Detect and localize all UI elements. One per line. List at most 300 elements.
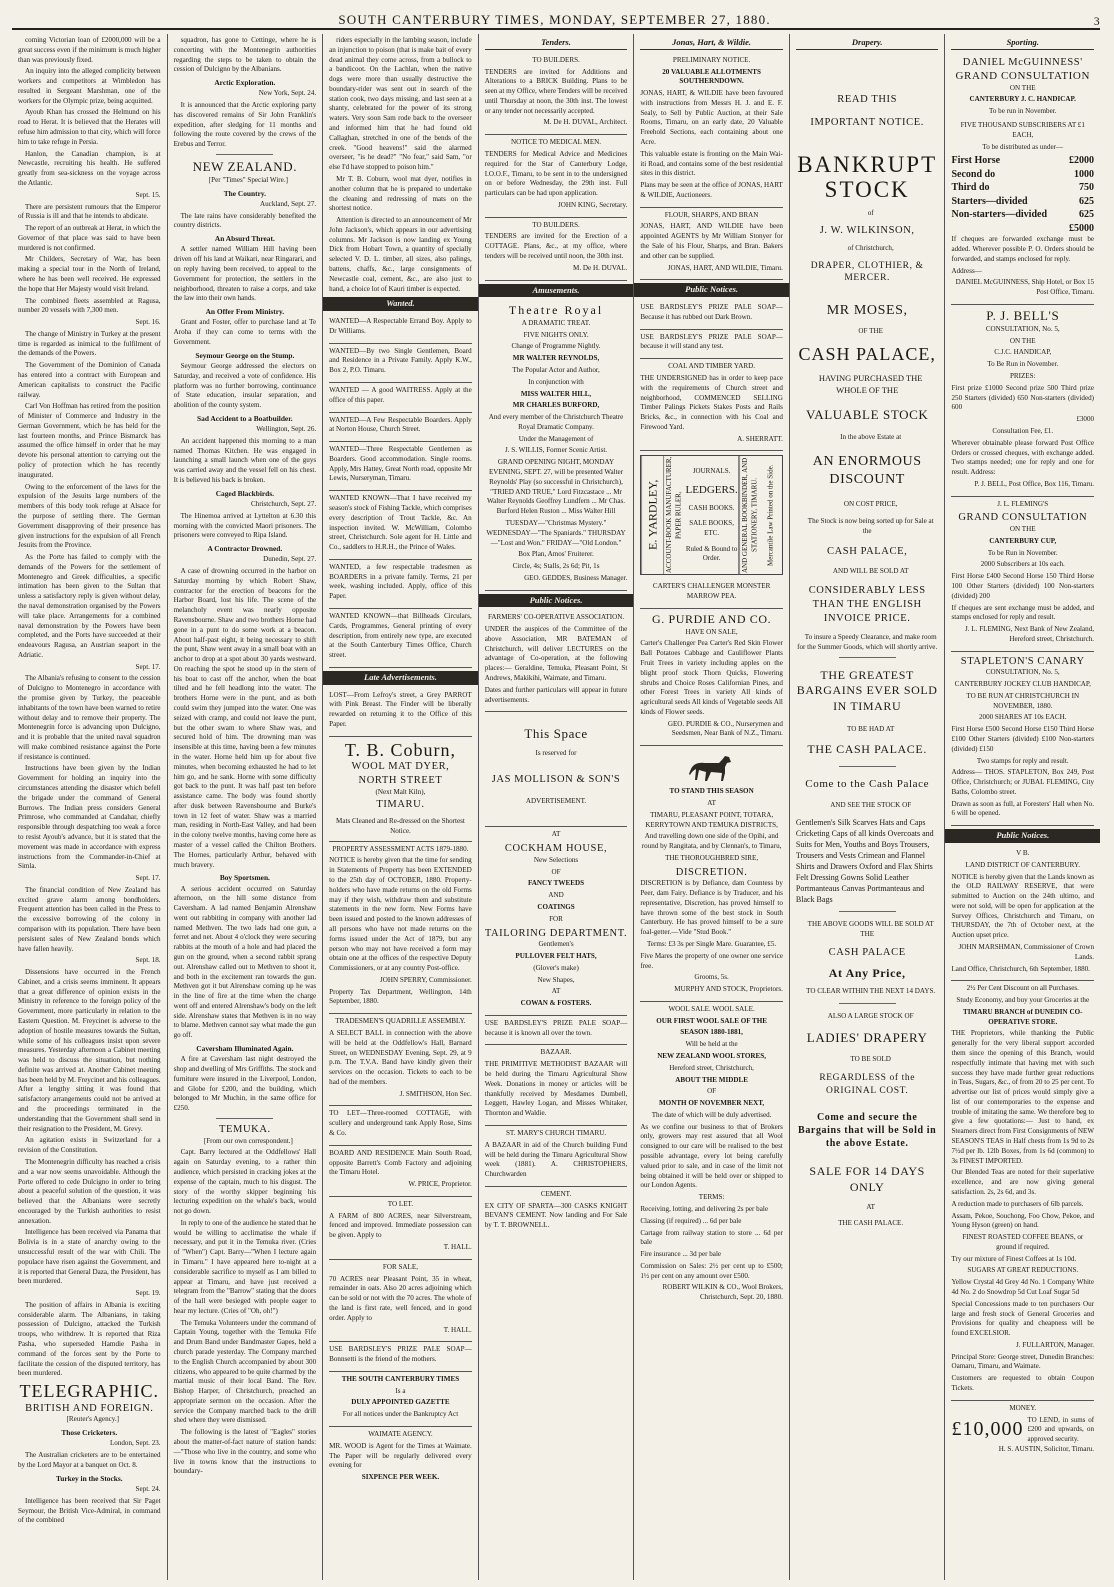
ad-text: THE UNDERSIGNED has in order to keep pace with the requirements of Church street and neighborhood, COMMENCED SELLING Timber Palings Pickets Stakes Posts and Rails Bricks, &c., in connection with his Coal and Firewood Yard. [640,373,783,431]
ad-line: JOURNALS. [692,466,731,475]
horse-icon [687,753,737,783]
prize-row [951,208,1094,222]
ad-line: Two stamps for reply and result. [976,756,1069,765]
ad-title: TO BUILDERS. [532,55,580,64]
theatre-ad [485,300,628,590]
ad-text: Special Concessions made to ten purchasers Our large and fresh stock of General Groceries and Provisions for quality and cheapness will be found EXCELSIOR. [951,1299,1095,1338]
masthead [12,6,1100,30]
cement-ad [485,1187,628,1237]
dateline: Sept. 17. [135,874,161,883]
ad-line: Mercantile Law Printed on the Side. [766,464,775,567]
dateline: London, Sept. 23. [109,1439,161,1448]
ad-text: LOST—From Lefroy's street, a Grey PARROT with Pink Breast. The Finder will be liberally rewarded on returning it to the Office of this Paper. [329,690,472,728]
article-text: coming Victorian loan of £2000,000 will be a great success even if the minimum is much higher than was previously fixed. [18,36,161,64]
ad-text: Principal Store: George street, Dunedin Branches: Oamaru, Timaru, and Waimate. [951,1352,1095,1371]
ad-sign: JOHN SPERRY, Commissioner. [380,975,472,984]
ad-text: A BAZAAR in aid of the Church building Fund will be held during the Timaru Agricultural Show week (1881). A. CHRISTOPHERS, Churchwarden [484,1140,628,1179]
news-heading: Sad Accident to a Boatbuilder. [197,413,293,423]
ad-line: READ THIS [837,93,898,105]
ad-line: Under the Management of [518,434,594,443]
section-heading-telegraphic: TELEGRAPHIC. [19,1381,160,1402]
classified-ad [640,579,783,609]
ad-sign: M. De H. DUVAL. [573,263,628,272]
column-1 [12,34,168,1580]
article-text: Dissensions have occurred in the French Cabinet, and a crisis seems imminent. It appears that a great difference of opinion exists in the Ministry in reference to the foreign policy of the Government, more particularly in relation to the Eastern Question. M. Freycinet is adverse to the adoption of hostile measures towards the Sultan, while some of his colleagues insist upon severe measures. Yesterday afternoon a Cabinet meeting was held to discuss the situation, but nothing definite was arrived at. Another Cabinet meeting has been held by M. Freycinet and his colleagues. After a lengthy sitting it was found that satisfactory arrangements could not be arrived at and the proceedings terminated in the understanding that the Government shall send in their resignation to the President, M. Grevy. [18,968,161,1133]
stapleton-consultation-ad [951,652,1094,827]
quadrille-ad [329,1014,472,1106]
ad-text: UNDER the auspices of the Committee of the above Association, MR BATEMAN of Christchurch, will deliver LECTURES on the advantage of Co-operation, at the following places:— Geraldine, Temuka, Pleasant Point, St Andrews, Makikihi, Waimate, and Timaru. [484,625,628,683]
ad-text: DISCRETION is by Defiance, dam Countess by Peer, dam Fairy. Defiance is by Traducer, and his representative, Discretion, has proved himself to have thrown some of the best stock in South Canterbury. He has proved himself to be a sure foal-getter.—Vide "Stud Book." [640,879,783,937]
article-text: Grant and Foster, offer to purchase land at Te Aroha if they can come to terms with the Government. [173,318,317,346]
ad-title: STAPLETON'S CANARY [960,655,1085,667]
article-text: An accident happened this morning to a man named Thomas Kitchen. He was engaged in launching a small launch when one of the guys was carried away and the vessel fell on his chest. It is believed his back is broken. [173,436,317,484]
ad-title: TIMARU BRANCH of DUNEDIN CO-OPERATIVE STORE. [963,1007,1083,1026]
ad-line: AT [551,830,561,839]
ad-title: TO LET. [387,1199,414,1208]
ad-text: Customers are requested to obtain Coupon Tickets. [951,1374,1095,1393]
ad-line: Consultation Fee, £1. [992,426,1054,435]
ad-text: USE BARDSLEY'S PRIZE PALE SOAP—Because it has rubbed out Dark Brown. [640,303,783,321]
ad-line: OF [707,1087,717,1096]
ad-text: If cheques are sent exchange must be added, and stamps enclosed for reply and result. [951,603,1095,622]
ad-sign: JOHN KING, Secretary. [558,200,628,209]
ad-text: Commission on Sales: 2½ per cent up to £500; 1½ per cent on any amount over £500. [640,1261,783,1280]
column-3 [323,34,479,1580]
ad-title: PROPERTY ASSESSMENT ACTS 1879-1880. [332,844,469,853]
article-text: Intelligence has been received via Panama that Bolivia is in a state of anarchy owing to the unsuccessful result of the war with Chili. The populace have risen against the Government, and it is reported that General Daza, the President, has been murdered. [18,1228,161,1286]
page-number: 3 [1093,16,1100,28]
dateline: New York, Sept. 24. [258,89,317,98]
ad-text: TUESDAY—"Christmas Mystery." WEDNESDAY—"The Spaniards." THURSDAY—"Lost and Won." FRIDAY—"Old London." [486,518,626,547]
ad-line: To be run in November. [989,107,1057,116]
ad-text: WANTED KNOWN—that Billheads Circulars, Cards, Programmes, General printing of every description, from entirely new type, are executed at the South Canterbury Times Office, Church street. [329,612,472,660]
prize-value: 625 [1079,209,1095,221]
prize-row [951,181,1094,195]
ad-text: If cheques are forwarded exchange must be added. Wherever possible P. O. Orders should be forwarded, and stamps enclosed for reply. [951,235,1095,263]
column-7 [945,34,1100,1580]
ad-line: ON THE [1009,525,1036,534]
classified-ad [329,688,472,737]
money-ad [951,1401,1094,1461]
masthead-title: SOUTH CANTERBURY TIMES, MONDAY, SEPTEMBER 27, 1880. [338,12,771,27]
ad-line: MR WALTER REYNOLDS, [512,354,600,363]
ad-line: 20 VALUABLE ALLOTMENTS SOUTHERNDOWN. [662,67,761,86]
ad-sign: J. FULLARTON, Manager. [1015,1340,1095,1349]
ad-line: TIMARU. [376,798,425,810]
ad-line: FINEST ROASTED COFFEE BEANS, or ground if required. [962,1233,1084,1251]
article-text: A case of drowning occurred in the harbor on Saturday morning by which Robert Shaw, contractor for the erection of beacons for the Harbor Board, lost his life. The scene of the melancholy event was nearly opposite Ravensbourne. Shaw and two brothers Horne had gone in a punt to do some work at a beacon. About half-past eight, it being necessary to shift the punt, Shaw went away in a small boat with an anchor to drop at a spot about 30 yards westward. On reaching the spot he stood up in the stern of his boat to cast off the anchor, when the boat tilted and he fell headlong into the water. The brothers Horne were in the punt, and as both could swim they jumped into the water. One was seized with cramp, and could not leave the punt, but the other swam to where Shaw was, and secured hold of him. The drowning man was insensible at this time, having been a few minutes in the water. Horne held him up for about five minutes, when becoming exhausted he had to let him go, and he sank. Horne with some difficulty got back to the punt. It was half past ten before assistance came. The body was found shortly after dusk between Ravensbourne and Burke's town in 12 feet of water. Shaw was a married man, residing in North-East Valley, and had been in the colony twelve months, having come here as master of a vessel called the Chilton Brothers. The Hornes, particularly Arthur, behaved with much bravery. [173,567,317,869]
divider [839,1003,896,1004]
news-heading: A Contractor Drowned. [207,544,283,554]
flour-ad [640,208,783,281]
ad-line: SALE BOOKS, ETC. [689,519,734,538]
ad-line: And travelling down one side of the Opihi, and round by Rangitata, and by Clennan's, to Timaru, [641,832,782,851]
ad-line: CANTERBURY JOCKEY CLUB HANDICAP, [954,680,1091,689]
ad-line: TO CLEAR WITHIN THE NEXT 14 DAYS. [806,987,936,996]
article-text: Hanlon, the Canadian champion, is at Newcastle, recruiting his health. He suffered greatly from sea-sickness on the voyage across the Atlantic. [18,149,161,187]
ad-title: COCKHAM HOUSE, [504,843,608,855]
ad-title: Theatre Royal [508,303,604,318]
article-text: Mr Childers, Secretary of War, has been making a special tour in the North of Ireland, where he has been well received. He expressed the hope that Her Majesty would visit Ireland. [18,255,161,293]
cockham-house-ad [485,827,628,1015]
coal-timber-ad [640,359,783,451]
tender-ad [485,53,628,135]
ad-text: Receiving, lotting, and delivering 2s per bale [640,1204,768,1213]
ad-line: Mats Cleaned and Re-dressed on the Shortest Notice. [336,817,465,835]
ad-title: FARMERS' CO-OPERATIVE ASSOCIATION. [487,613,625,622]
prize-value: 625 [1079,195,1095,207]
ad-line: AND SEE THE STOCK OF [830,801,912,810]
ad-line: J. S. WILLIS, Former Scenic Artist. [504,446,608,455]
ad-text: TENDERS are invited for the Erection of a COTTAGE. Plans, &c., at my office, where tenders will be received until noon, the 30th inst. [484,232,628,260]
article-text: An agitation exists in Switzerland for a revision of the Constitution. [18,1136,161,1155]
ad-title: T. B. Coburn, [344,739,457,760]
ad-line: ON THE [1009,336,1036,345]
article-text: The combined fleets assembled at Ragusa, number 20 vessels with 7,300 men. [18,296,161,315]
ad-line: Study Economy, and buy your Groceries at the [956,996,1090,1005]
ad-line: 2½ Per Cent Discount on all Purchases. [966,984,1079,993]
divider [839,766,896,767]
classified-ad [329,344,472,383]
ad-text: TENDERS for Medical Advice and Medicines required for the Star of Canterbury Lodge, I.O.O.F., Timaru, to be sent in to the undersigned on or before Wednesday, the 29th inst. Full particulars can be had upon application. [484,149,628,198]
ad-title: FLOUR, SHARPS, AND BRAN [664,210,759,219]
article-text: The report of an outbreak at Herat, in which the Governor of that place was said to have been murdered is not confirmed. [18,224,161,252]
land-notice [951,846,1094,981]
article-text: The Temuka Volunteers under the command of Captain Young, together with the Temuka Fife and Drum Band under Bandmaster Gapes, held a church parade yesterday. The Company marched to the English Church accompanied by about 300 citizens, who appeared to be quite charmed by the martial music of their local Band. The Rev. Bishop Harper, of Christchurch, preached an appropriate sermon on the occasion. After the service the Company marched back to the drill shed where they were dismissed. [173,1318,317,1425]
article-text: riders especially in the lambing season, include an injunction to poison (that is make bait of every dead animal they come across, from a bullock to a bandicoot. On the Lachlan, when the native dogs were more than usually destructive the boundary-rider was sent out in search of the station cook, two days missing, and last seen at a shanty, celebrated for the power of its strong waters. Very soon Sam rode back to the overseer and informed him that he had found old Callaghan, stretched in one of the bends of the creek. "Good heavens!" said the alarmed overseer, "is he dead?" "No fear," said Sam, "or else I'd have stopped to poison him." [329,36,472,172]
classified-ad [329,383,472,413]
ad-text: Wherever obtainable please forward Post Office Orders or crossed cheques, with exchange added. Two stamps needed; one for reply and one for result. Address: [951,438,1095,477]
column-2 [168,34,324,1580]
ad-sign: M. De H. DUVAL, Architect. [543,118,628,127]
ad-text: WANTED—Three Respectable Gentlemen as Boarders. Good accommodation. Single rooms. Apply, Mrs Hattey, Great North road, opposite Mr Lewis, Nurseryman, Timaru. [329,445,472,483]
ad-text: GRAND OPENING NIGHT, MONDAY EVENING, SEPT. 27, will be presented Walter Reynolds' Play (so successful in Christchurch), "TRIED AND TRUE," Lord Fitzcastace ... Mr Walter Reynolds Geoffrey Lundfern ... Mr Chas. Burford Helen Ruston ... Miss Walter Hill [487,458,626,516]
dateline: Sept. 19. [135,1289,161,1298]
section-heading-tenders: Tenders. [485,37,628,50]
ad-line: Ruled & Bound to Order. [685,544,738,563]
ad-line: J. W. WILKINSON, [819,225,915,237]
ad-line: OF THE [858,326,883,335]
ad-text: BOARD AND RESIDENCE Main South Road, opposite Barrett's Comb Factory and adjoining the Timaru Hotel. [329,1148,472,1177]
church-bazaar-ad [485,1126,628,1187]
ad-text: Assam, Pekoe, Souchong, Foo Chow, Pekoe, and Young Hyson (green) on hand. [951,1211,1095,1230]
property-notice [329,842,472,1015]
allotments-ad [640,53,783,208]
ad-title: G. PURDIE AND CO. [651,612,772,626]
ad-line: Box Plan, Amos' Fruiterer. [518,550,594,559]
ad-title: WOOL SALE. WOOL SALE. [668,1004,755,1013]
ad-line: FIVE NIGHTS ONLY. [523,330,589,339]
ad-line: ADVERTISEMENT. [525,796,587,805]
article-text: Ayoub Khan has crossed the Helmund on his road to Herat. It is believed that the Herates will refuse him admission to that city, which will force him to take refuge in Persia. [18,108,161,146]
classified-ad [329,560,472,609]
waimate-agency [329,1427,472,1489]
column-4 [479,34,635,1580]
ad-text: USE BARDSLEY'S PRIZE PALE SOAP—Bonnsetti is the friend of the mothers. [329,1345,472,1364]
section-heading-jhw: Jonas, Hart, & Wildie. [640,37,783,50]
ad-title: TRADESMEN'S QUADRILLE ASSEMBLY. [335,1017,466,1026]
agency-credit: [Reuter's Agency.] [66,1415,119,1424]
ad-line: NORTH STREET [358,775,443,787]
dateline: Dunedin, Sept. 27. [263,555,317,564]
ad-line: The Popular Actor and Author, [512,366,600,374]
news-heading: Turkey in the Stocks. [55,1473,123,1483]
article-text: The Australian cricketers are to be entertained by the Lord Mayor at a banquet on Oct. 8. [18,1451,161,1470]
ad-line: Come and secure the Bargains that will be Sold in the above Estate. [798,1112,937,1150]
ad-line: FIVE THOUSAND SUBSCRIBERS AT £1 EACH, [960,121,1085,139]
section-bar-public-notices: Public Notices. [945,829,1100,843]
ad-text: Land Office, Christchurch, 6th September, 1880. [951,964,1090,973]
article-text: As the Porte has failed to comply with the demands of the Powers for the settlement of Montenegro and Greek difficulties, a specific intimation has been given to the Sultan that unless a satisfactory reply is given without delay, the naval demonstration organised by the Powers will take place. Arrangements for a combined naval demonstration by the Powers have been completed, and the Ports have succeeded at their endeavours Ragusa, an Austrian seaport in the Adriatic. [18,553,161,659]
bell-consultation-ad [951,305,1094,497]
article-text: The change of Ministry in Turkey at the present time is regarded as inimical to the fulfilment of the demands of the Powers. [18,329,161,358]
ad-line: MR CHARLES BURFORD, [512,401,600,410]
ad-text: Address— THOS. STAPLETON, Box 249, Post Office, Christchurch; or JUBAL FLEMING, City Baths, Colombo street. [951,768,1095,796]
ad-text: THE Proprietors, while thanking the Public generally for the very liberal support accorded them since the opening of this Branch, would respectfully intimate that having met with such success they have made further great reductions in Teas, Sugars, &c., of from 20 to 25 per cent. To advertise our list of prices would simply give a list of our contemporaries to the expense and trouble of imitating the same. We therefore beg to give a few quotations:— Just to hand, ex Steamers direct from First Consignments of NEW SEASON'S TEAS in Half chests from 1s 9d to 2s 7½d per lb. 12lb Boxes, from 1s 6d (common) to 3s FINEST IMPORTED. [951,1029,1095,1165]
ad-line: C.J.C. HANDICAP, [994,348,1052,357]
ad-line: CANTERBURY CUP, [989,536,1057,545]
news-heading: Those Cricketers. [61,1428,118,1438]
ad-line: Circle, 4s; Stalls, 2s 6d; Pit, 1s [512,562,600,571]
section-bar-public-notices: Public Notices. [634,283,789,297]
ad-line: ON COST PRICE, [843,499,898,508]
ad-line: OF [551,867,561,876]
prize-total-value: £5000 [1069,222,1095,234]
ad-text: JONAS, HART, & WILDIE have been favoured with instructions from Messrs H. J. and E. F. Sealy, to Sell by Public Auction, at their Sale Rooms, Timaru, on an early date, 20 Valuable Freehold Sections, each containing about one Acre. [640,89,783,146]
ad-title: CASH PALACE, [798,344,936,365]
ad-line: SUGARS AT GREAT REDUCTIONS. [967,1266,1079,1275]
prize-value: 1000 [1074,168,1095,180]
classified-ad [640,300,783,330]
ad-text: Gentlemen's Silk Scarves Hats and Caps Cricketing Caps of all kinds Overcoats and Suits for Men, Youths and Boys Trousers, Trousers and Vests Crimean and Flannel Shirts and Drawers Oxford and Flax Shirts Felt Dressing Gowns Solid Leather Portmanteaus Canvas Portmanteaus and Black Bags [795,818,934,905]
prize-list [951,154,1094,222]
ad-line: SALE FOR 14 DAYS ONLY [809,1164,925,1194]
ad-line: Change of Programme Nightly. [511,342,601,351]
ad-line: DRAPER, CLOTHIER, & MERCER. [810,260,924,284]
ad-title: COAL AND TIMBER YARD. [668,362,756,371]
ad-amount: £10,000 [951,1418,1024,1441]
ad-text: Five Mares the property of one owner one service free. [640,951,783,970]
prize-label: Non-starters—divided [951,209,1048,221]
news-heading: The Country. [223,188,267,198]
correspondent-credit: [From our own correspondent.] [203,1136,293,1145]
section-heading-temuka: TEMUKA. [218,1123,271,1135]
section-bar-wanted: Wanted. [323,297,478,311]
divider [216,1118,273,1119]
ad-text: A FARM of 800 ACRES, near Silverstream, fenced and improved. Immediate possession can be given. Apply to [329,1211,472,1240]
ad-line: SEASON 1880-1881, [680,1028,743,1037]
ad-title: This Space [524,726,588,742]
ad-title: WAIMATE AGENCY. [368,1429,433,1438]
ad-text: Drawn as soon as full, at Foresters' Hall when No. 6 will be opened. [951,799,1095,818]
column-5 [634,34,790,1580]
ad-text: Try our mixture of Finest Coffees at 1s 10d. [951,1254,1077,1263]
article-text: A serious accident occurred on Saturday afternoon, on the hill some distance from Caversham. A lad named Benjamin Alrenshaw went out rabbiting in company with another lad named Methven. The two lads had one gun, a ferret and net. About 4 o'clock they were securing rabbits at the mouth of a hole and had placed the gun on the ground, when a second rabbit sprang out. Alrenshaw called out to Methven to shoot it, and both in the excitement ran towards the gun. Methven got it but Alrenshaw coming up he was in the line of fire at the time when the charge went off and entered Alrenshaw's body on the left side. Alrenshaw states that Methven is in no way to blame. Methven cannot say what made the gun go off. [173,884,317,1040]
ad-title: MONEY. [1009,1403,1037,1412]
section-subheading: BRITISH AND FOREIGN. [25,1402,154,1414]
article-text: Mr T. B. Coburn, wool mat dyer, notifies in another column that he is prepared to undertake the cleaning and redressing of mats on the shortest notice. [329,174,472,213]
article-text: Instructions have been given by the Indian Government for holding an inquiry into the circumstances attending the disaster which befell the brigade under the command of General Burrows. The Indian press considers General Primrose, who commanded at Candahar, chiefly responsible through despatching too weak a force to resist Ayoub's advance, but it is stated that the movement was made in accordance with express instructions from the Commander-in-Chief at Simla. [18,764,161,871]
article-text: The position of affairs in Albania is exciting considerable alarm. The Albanians, in taking possession of Dulcigno, attacked the Turkish troops, who withdrew. It is reported that Riza Pasha, who superseded Hamdie Pasha in command of the forces sent by the Porte to facilitate the cession of the disputed territory, has been murdered. [18,1300,161,1378]
ad-text: As we confine our business to that of Brokers only, growers may rest assured that all Wool consigned to our care will be realised to the best possible advantage, every lot being carefully valued prior to sale, and in case of the limit not being obtained it will be held over or shipped to our London Agents. [640,1122,783,1190]
ad-text: Cartage from railway station to store ... 6d per bale [640,1228,783,1247]
ad-text: Address— [951,266,982,275]
ad-line: IMPORTANT NOTICE. [810,117,924,129]
wool-sale-ad [640,1002,783,1309]
ad-text: First prize £1000 Second prize 500 Third prize 250 Starters (divided) 650 Non-starters (divided) 600 [951,383,1095,412]
ad-line: (Glover's make) [533,963,579,972]
prize-row [951,154,1094,168]
article-text: The Hinemoa arrived at Lyttelton at 6.30 this morning with the convicted Maori prisoners. The prisoners were conveyed to Ripa Island. [173,511,317,540]
ad-line: SIXPENCE PER WEEK. [361,1473,440,1482]
ad-line: PULLOVER FELT HATS, [515,952,597,960]
article-text: A fire at Caversham last night destroyed the shop and dwelling of Mrs Griffiths. The stock and furniture were insured in the Liverpool, London, and Globe for £200, and the building, which belonged to Mr Muchin, in the same office for £250. [173,1055,317,1113]
ad-text: WANTED, a few respectable tradesmen as BOARDERS in a private family. Terms, 21 per week, washing included. Apply, office of this Paper. [329,562,472,601]
ad-sign: GEO. GEDDES, Business Manager. [524,573,628,582]
ad-line: FANCY TWEEDS [528,879,585,888]
news-heading: Caged Blackbirds. [215,488,275,498]
ad-line: PRIZES: [1009,372,1036,381]
ad-title: CARTER'S CHALLENGER MONSTER MARROW PEA. [652,582,771,601]
yardley-books-panel [685,456,738,574]
ad-line: In conjunction with [528,377,584,386]
prize-row [951,168,1094,182]
ad-line: A DRAMATIC TREAT. [521,318,591,327]
ad-title: TO BUILDERS. [532,220,580,229]
ad-sign: DANIEL McGUINNESS, Ship Hotel, or Box 15 Post Office, Timaru. [955,278,1095,297]
article-text: The financial condition of New Zealand has excited grave alarm among bondholders. Frequent attention has been called in the Press to the excessive borrowing of the colony in comparison with its population. There have been persistent sales of New Zealand bonds which have fallen heavily. [18,885,161,953]
bazaar-ad [485,1045,628,1125]
ad-line: THE CASH PALACE. [807,742,927,757]
dateline: Auckland, Sept. 27. [260,199,317,208]
tender-ad [485,135,628,217]
article-text: Capt. Barry lectured at the Oddfellows' Hall again on Saturday evening, to a rather thin audience, which persisted in cracking jokes at the expense of the captain, much to his disgust. The story of the worthy skipper beginning his lecturing expedition on the whale's back, would not go down. [173,1148,317,1216]
ad-line: AT [551,987,561,996]
ad-line: J. L. FLEMING'S [997,499,1049,508]
divider [839,911,896,912]
ad-line: FOR [549,914,563,923]
news-heading: Arctic Exploration. [214,78,276,88]
divider [839,657,896,658]
ad-line: ACCOUNT-BOOK MANUFACTURER, PAPER RULER, [663,456,685,574]
ad-line: New Selections [533,855,579,864]
ad-line: NEW ZEALAND WOOL STORES, [657,1052,766,1061]
ad-line: TAILORING DEPARTMENT. [484,927,628,939]
ad-title: BANKRUPT [797,152,938,177]
ad-line: CASH PALACE, [827,545,908,557]
ad-line: To Be Run in November. [987,360,1059,369]
ad-text: A SELECT BALL in connection with the above will be held at the Oddfellow's Hall, Barnard Street, on WEDNESDAY Evening, Sept. 29, at 9 p.m. The T.V.A. Band have kindly given their services on the occasion. Tickets to each to be had of the members. [329,1028,472,1086]
yardley-ad [640,455,783,575]
ad-text: A reduction made to purchasers of 6lb parcels. [951,1199,1084,1208]
ad-line: DULY APPOINTED GAZETTE [351,1398,450,1407]
article-text: The Albania's refusing to consent to the cession of Dulcigno to Montenegro in accordance with the promise given by Turkey, the peaceable inhabitants of the town have been warned to retire without delay and to remove their property. The Montenegrin force is advancing upon Dulcigno, and it is probable that the united naval squadron will make combined resistance against the Porte if resistance is continued. [18,674,161,761]
reserved-space-ad [485,712,628,827]
ad-line: £3000 [1076,415,1095,424]
ad-line: MONTH OF NOVEMBER NEXT, [658,1099,765,1108]
ad-line: DISCRETION. [675,866,748,878]
ad-text: First Horse £400 Second Horse 150 Third Horse 100 Other Starters (divided) 100 Non-starters (divided) 200 [951,572,1095,600]
ad-text: Carter's Challenger Pea Carter's Red Skin Flower Ball Potatoes Cabbage and Cauliflower Plants Fruit Trees in variety including apples on the blight proof stock Thorn Quicks, Flowering shrubs and Choice Roses Californian Pines, and other Forest Trees in variety All kinds of agricultural seeds All kinds of Vegetable seeds All kinds of Flower seeds. [640,639,783,716]
ad-line: AND GENERAL BOOKBINDER, AND STATIONERY, TIMARU. [739,456,761,574]
ad-sign: W. PRICE, Proprietor. [408,1180,472,1189]
ad-line: For all notices under the Bankruptcy Act [342,1410,459,1419]
ad-line: Is reserved for [535,749,577,758]
ad-line: (Next Malt Kiln), [375,787,426,796]
ad-sign: MURPHY AND STOCK, Proprietors. [674,985,783,994]
ad-line: COATINGS [537,903,575,912]
section-heading-drapery: Drapery. [796,37,939,50]
ad-line: CONSIDERABLY LESS THAN THE ENGLISH INVOICE PRICE. [808,585,926,624]
ad-line: AN ENORMOUS DISCOUNT [812,454,922,488]
ad-line: To insure a Speedy Clearance, and make room for the Summer Goods, which will shortly arrive. [797,633,938,652]
ad-line: of Christchurch, [847,244,894,253]
ad-line: To be distributed as under— [982,142,1064,151]
ad-line: OUR FIRST WOOL SALE OF THE [656,1016,767,1025]
ad-line: TIMARU, PLEASANT POINT, TOTARA, KERRYTOWN AND TEMUKA DISTRICTS, [645,810,778,829]
ad-line: 2000 SHARES AT 10s EACH. [978,713,1067,722]
ad-text: EX CITY OF SPARTA—300 CASKS KNIGHT BEVAN'S CEMENT. Now landing and For Sale by T. T. BROWNELL. [484,1201,628,1230]
ad-line: Will be held at the [685,1040,738,1049]
article-text: In reply to one of the audience he stated that he would be willing to acclimatise the whale if necessary, and put it in the Temuka river. (Cries of "When") Capt. Barry—"When I lecture again in Timaru." I have appeared here to-night at a considerable sacrifice to myself as I am billed to appear at Timaru, and have just received a telegram from the "Barrow" stating that the doors of the hall were besieged with people eager to hear my lecture. (Cries of "Oh, oh!") [173,1218,317,1315]
ad-line: TO BE HAD AT [847,724,895,733]
ad-title: STOCK [824,177,910,203]
ad-text: Yellow Crystal 4d Grey 4d No. 1 Company White 4d No. 2 do Snowdrop 5d Cut Loaf Sugar 5d [951,1278,1095,1296]
ad-line: CASH PALACE [828,946,906,958]
coburn-ad [329,737,472,842]
ad-line: To be Run in November. [987,548,1058,557]
ad-line: LEDGERS. [685,483,738,496]
article-text: Intelligence has been received that Sir Paget Seymour, the British Vice-Admiral, in command of the combined [18,1496,161,1525]
news-heading: An Offer From Ministry. [205,307,285,317]
ad-text: MR. WOOD is Agent for the Times at Waimate. The Paper will be regularly delivered every evening for [329,1441,472,1470]
classified-ad [329,442,472,491]
ad-line: HAVING PURCHASED THE WHOLE OF THE [818,373,923,395]
ad-text: USE BARDSLEY'S PRIZE PALE SOAP—because it will stand any test. [640,332,783,351]
ad-line: AT [707,798,716,807]
classified-ad [329,413,472,443]
ad-line: of [867,208,874,217]
ad-line: ON THE [1009,83,1036,92]
article-text: Seymour George addressed the electors on Saturday, and received a vote of confidence. His platform was no further borrowing, continuance of State education, insular separation, and abolition of the county system. [173,361,317,410]
ad-title: ST. MARY'S CHURCH TIMARU. [505,1128,607,1137]
dateline: Sept. 24. [135,1485,161,1494]
ad-line: COWAN & FOSTERS. [520,999,592,1008]
ad-text: NOTICE is hereby given that the time for sending in Statements of Property has been EXTENDED to the 25th day of OCTOBER, 1880. Property-holders who have made returns on the old Forms may if they wish, withdraw them and substitute statements in the new form. New Forms have been issued and posted to the known addresses of all persons who have not made returns on the forms issued under the Act of 1879, but any person who may not have received a form may obtain one at the offices of the respective Deputy Commissioners, or at any country Post-office. [329,856,472,973]
ad-line: VALUABLE STOCK [805,406,929,422]
ad-text: First Horse £500 Second Horse £150 Third Horse £100 Other Starters (divided) £100 Non-starters (divided) £150 [951,725,1095,753]
classified-ad [329,314,472,344]
divider [216,154,273,155]
section-bar-public-notices: Public Notices. [479,594,634,608]
ad-text: TO LEND, in sums of £200 and upwards, on approved security. [1027,1415,1095,1443]
article-text: squadron, has gone to Cettinge, where he is concerting with the Montenegrin authorities regarding the steps to be taken to obtain the cession of Dulcigno by the Albanians. [173,36,317,74]
prize-label: Third do [951,182,990,194]
farmers-ad [485,610,628,712]
cooperative-store-ad [951,981,1094,1400]
dateline: Christchurch, Sept. 27. [250,499,317,508]
classified-ad [329,1260,472,1342]
prize-total [951,222,1094,236]
article-text: The Government of the Dominion of Canada has entered into a contract with European and American capitalists to construct the Pacific railway. [18,361,161,399]
fleming-consultation-ad [951,497,1094,652]
ad-sign: GEO. PURDIE & CO., Nurserymen and Seedsmen, Near Bank of N.Z., Timaru. [667,719,783,738]
classified-ad [329,1146,472,1197]
ad-text: USE BARDSLEY'S PRIZE PALE SOAP—because it is known all over the town. [484,1018,628,1037]
article-text: The Montenegrin difficulty has reached a crisis and a war now seems unavoidable. Although the Porte offered to cede Dulcigno in order to bring about a peaceful solution of the question, it was believed that the Albanians were secretly encouraged by the Turkish authorities to resist annexation. [18,1157,161,1225]
ad-text: 70 ACRES near Pleasant Point, 35 in wheat, remainder in oats. Also 20 acres adjoining which can be sold or not with the 70 acres. The whole of the land is first rate, well fenced, and in good order. Apply to [329,1274,472,1322]
ad-line: THE CASH PALACE. [838,1219,904,1228]
